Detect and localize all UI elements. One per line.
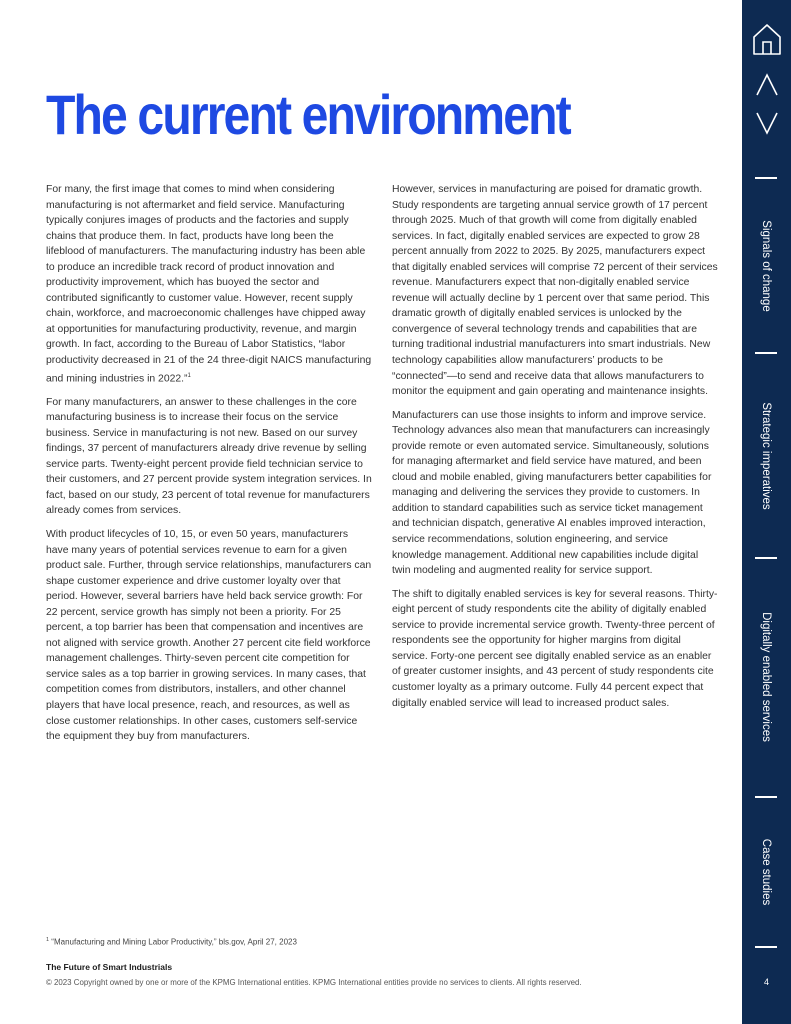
left-column	[46, 182, 372, 753]
page-number: 4	[763, 977, 769, 987]
publication-title: The Future of Smart Industrials	[46, 962, 173, 972]
divider	[755, 946, 777, 948]
sidebar-nav	[742, 0, 791, 1024]
copyright-notice: © 2023 Copyright owned by one or more of the KPMG International entities. KPMG International entities provide no services to clients. All rights reserved.	[46, 978, 582, 987]
footnote-marker: 1	[46, 937, 50, 943]
nav-item-signals-of-change[interactable]: Signals of change	[760, 220, 772, 312]
paragraph: The shift to digitally enabled services is key for several reasons. Thirty-eight percent of study respondents cite the ability of digitally enabled service to provide incremental service growth. Twenty-three percent of respondents see the opportunity for higher margins from digital service. Forty-one percent see digitally enabled service as an enabler of greater customer insights, and 43 percent of study respondents cite customer loyalty as a primary outcome. Fully 44 percent expect that digitally enabled service will lead to increased product sales.	[392, 588, 718, 709]
nav-item-case-studies[interactable]: Case studies	[760, 838, 772, 906]
home-icon[interactable]	[742, 22, 791, 56]
paragraph: With product lifecycles of 10, 15, or even 50 years, manufacturers have many years of potential services revenue to earn for a given product sale. Further, through service relationships, manufacturers can shape customer experience and drive customer loyalty over that period. However, several barriers have held back service growth: For 22 percent, service growth has simply not been a priority. For 25 percent, a top barrier has been that compensation and incentives are not aligned with service growth. Another 27 percent cite field workforce management challenges. Thirty-seven percent cite competition for service sales as a top barrier in growing services. In many cases, that competition comes from distributors, installers, and other channel players that have local presence, reach, and resources, as well as close customer relationships. In other cases, customers self-service the equipment they buy from manufacturers.	[46, 528, 372, 743]
footnote-ref: 1	[187, 372, 191, 379]
chevron-up-icon[interactable]	[742, 72, 791, 98]
chevron-down-icon[interactable]	[742, 110, 791, 136]
paragraph: For many manufacturers, an answer to these challenges in the core manufacturing business is to increase their focus on the service business. Service in manufacturing is not new. Based on our survey findings, 37 percent of manufacturers already drive revenue by selling service parts. Twenty-eight percent provide field technician service to their customers, and 27 percent provide system integration services. In fact, based on our study, 23 percent of total revenue for manufacturers already comes from services.	[46, 396, 372, 517]
divider	[755, 352, 777, 354]
divider	[755, 796, 777, 798]
paragraph: Manufacturers can use those insights to inform and improve service. Technology advances also mean that manufacturers can increasingly provide remote or even automated service. Simultaneously, solutions for managing aftermarket and field service have matured, and been cloud and mobile enabled, giving manufacturers better capabilities for managing and delivering the services they provide to customers. In addition to standard capabilities such as service ticket management and technician dispatch, generative AI enables improved interaction, service recommendations, solution engineering, and service knowledge management. Additional new capabilities include digital twin modeling and augmented reality for service support.	[392, 409, 712, 577]
nav-item-strategic-imperatives[interactable]: Strategic imperatives	[760, 402, 772, 510]
right-column	[392, 182, 718, 719]
page-title: The current environment	[46, 83, 570, 146]
nav-item-digitally-enabled-services[interactable]: Digitally enabled services	[760, 612, 772, 742]
divider	[755, 177, 777, 179]
footnote-text: “Manufacturing and Mining Labor Productivity,” bls.gov, April 27, 2023	[51, 937, 297, 947]
paragraph: However, services in manufacturing are poised for dramatic growth. Study respondents are targeting annual service growth of 17 percent through 2025. Much of that growth will come from digitally enabled services. In fact, digitally enabled services are expected to grow 28 percent annually from 2022 to 2025. By 2025, manufacturers expect that digitally enabled services will comprise 72 percent of their services revenue. Manufacturers expect that non-digitally enabled service revenue will actually decline by 1 percent over that same period. This dramatic growth of digitally enabled services is unlocked by the convergence of several technology trends and capabilities that are turning traditional industrial manufacturers into smart industrials. New technology capabilities allow manufacturers’ products to be “connected”—to send and receive data that allows manufacturers to monitor the equipment and gain operating and maintenance insights.	[392, 184, 718, 398]
paragraph: For many, the first image that comes to mind when considering manufacturing is not aftermarket and field service. Manufacturing typically conjures images of products and the factories and supply chains that produce them. In fact, products have long been the lifeblood of manufacturers. The manufacturing industry has been able to produce an incredible track record of product innovation and productivity improvement, which has buoyed the sector and contributed significantly to customer value. However, recent supply chain, workforce, and macroeconomic challenges have chipped away at opportunities for manufacturing productivity, revenue, and margin growth. In fact, according to the Bureau of Labor Statistics, “labor productivity decreased in 21 of the 24 three-digit NAICS manufacturing and mining industries in 2022.”$^1$	[46, 184, 372, 385]
divider	[755, 557, 777, 559]
footnote	[46, 937, 297, 947]
